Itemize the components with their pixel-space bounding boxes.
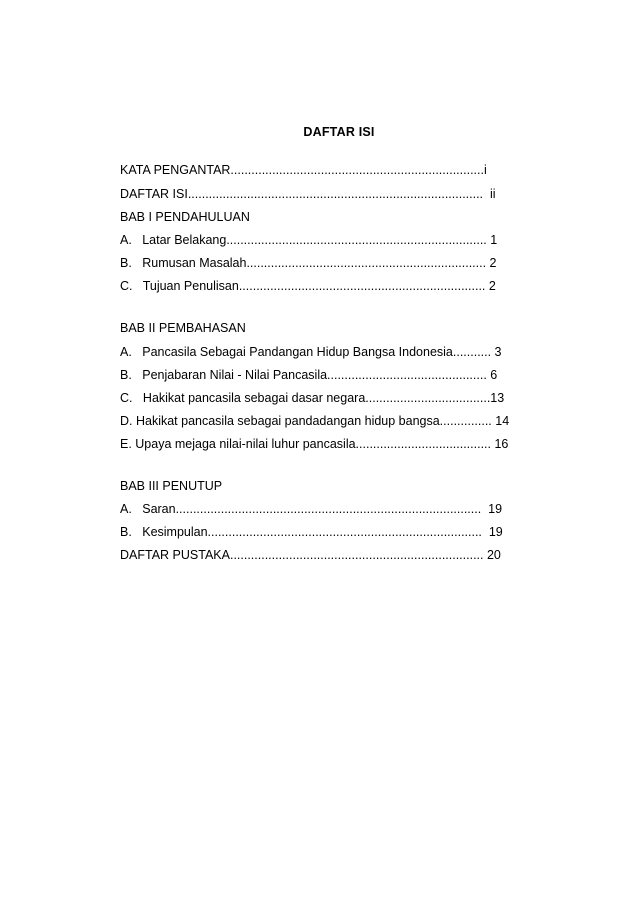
toc-entry-upaya-menjaga: E. Upaya mejaga nilai-nilai luhur pancasila....................................... 16 bbox=[120, 437, 509, 451]
toc-heading-bab-3: BAB III PENUTUP bbox=[120, 479, 223, 493]
toc-entry-hakikat-dasar-negara: C. Hakikat pancasila sebagai dasar negara....................................13 bbox=[120, 391, 505, 405]
toc-entry-daftar-isi: DAFTAR ISI..................................................................................... ii bbox=[120, 187, 496, 201]
toc-entry-hakikat-pandangan-hidup: D. Hakikat pancasila sebagai pandadangan hidup bangsa............... 14 bbox=[120, 414, 510, 428]
toc-entry-daftar-pustaka: DAFTAR PUSTAKA......................................................................... 20 bbox=[120, 548, 501, 562]
page-title: DAFTAR ISI bbox=[303, 125, 375, 139]
toc-entry-saran: A. Saran........................................................................................ 19 bbox=[120, 502, 503, 516]
toc-entry-kesimpulan: B. Kesimpulan............................................................................... 19 bbox=[120, 525, 503, 539]
toc-entry-rumusan-masalah: B. Rumusan Masalah..................................................................... 2 bbox=[120, 256, 497, 270]
toc-entry-kata-pengantar: KATA PENGANTAR.........................................................................i bbox=[120, 163, 487, 177]
toc-entry-penjabaran-nilai: B. Penjabaran Nilai - Nilai Pancasila.............................................. 6 bbox=[120, 368, 498, 382]
toc-heading-bab-1: BAB I PENDAHULUAN bbox=[120, 210, 250, 224]
toc-entry-latar-belakang: A. Latar Belakang........................................................................... 1 bbox=[120, 233, 498, 247]
toc-entry-tujuan-penulisan: C. Tujuan Penulisan....................................................................... 2 bbox=[120, 279, 496, 293]
toc-entry-pancasila-pandangan-hidup: A. Pancasila Sebagai Pandangan Hidup Bangsa Indonesia........... 3 bbox=[120, 345, 502, 359]
toc-heading-bab-2: BAB II PEMBAHASAN bbox=[120, 321, 246, 335]
